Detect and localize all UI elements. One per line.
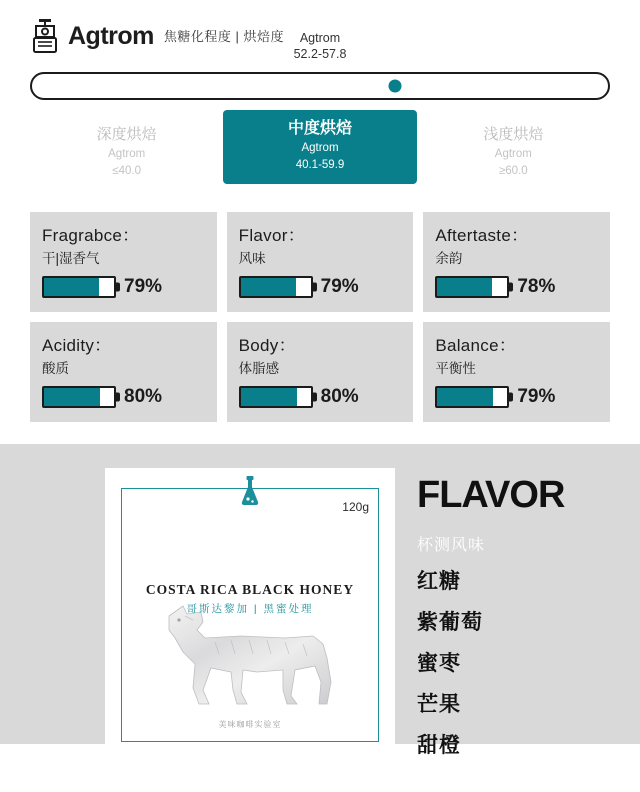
battery-meter-icon [239, 386, 313, 408]
attribute-meter-row [239, 276, 402, 298]
roast-level-name: 中度烘焙 [287, 120, 352, 137]
package-footer: 美味咖啡实验室 [218, 720, 282, 729]
battery-meter-icon [435, 276, 509, 298]
flavor-panel [395, 444, 640, 792]
roast-level-brand: Agtrom [494, 148, 532, 160]
attribute-meter-row [42, 276, 205, 298]
battery-meter-icon [42, 386, 116, 408]
roast-level-row [30, 110, 610, 184]
flavor-item: 红糖 [417, 570, 461, 593]
package-weight: 120g [342, 500, 369, 514]
roast-level-medium[interactable] [223, 110, 416, 184]
attribute-card-aftertaste [423, 212, 610, 312]
slider-knob[interactable] [388, 80, 401, 93]
flavor-subtitle: 杯测风味 [417, 537, 486, 554]
brand-name: Agtrom [68, 21, 154, 50]
package-subtitle: 哥斯达黎加 | 黑蜜处理 [186, 603, 314, 615]
attribute-card-acidity [30, 322, 217, 422]
roast-level-name: 深度烘焙 [96, 126, 157, 143]
attribute-meter-row [435, 386, 598, 408]
attribute-percent: 80% [320, 386, 359, 407]
flavor-item: 芒果 [417, 693, 461, 716]
attribute-label-cn: 风味 [238, 251, 266, 266]
attribute-label-cn: 体脂感 [238, 361, 280, 376]
roast-level-value: 40.1-59.9 [295, 159, 345, 171]
flavor-item: 蜜枣 [417, 652, 461, 675]
flavor-list [417, 561, 640, 766]
attribute-card-fragrance [30, 212, 217, 312]
flavor-item: 紫葡萄 [417, 611, 483, 634]
attribute-meter-row [239, 386, 402, 408]
slider-caption-title: Agtrom [299, 31, 341, 45]
slider-track[interactable] [30, 72, 610, 100]
attribute-meter-row [42, 386, 205, 408]
package-title: COSTA RICA BLACK HONEY [145, 582, 355, 597]
attribute-label-en: Flavor： [238, 226, 305, 245]
battery-meter-icon [435, 386, 509, 408]
battery-meter-icon [239, 276, 313, 298]
attribute-label-cn: 酸质 [42, 361, 69, 376]
roast-level-dark[interactable] [30, 110, 223, 184]
roast-level-brand: Agtrom [301, 142, 339, 154]
attribute-percent: 79% [124, 276, 163, 297]
attribute-cards [30, 212, 610, 422]
attribute-label-en: Aftertaste： [435, 226, 529, 245]
attribute-label-en: Balance： [435, 336, 517, 355]
roast-level-name: 浅度烘焙 [483, 126, 544, 143]
attribute-label-cn: 平衡性 [435, 361, 476, 376]
attribute-card-body [227, 322, 414, 422]
slider-caption [30, 30, 610, 62]
package-card [105, 468, 395, 758]
roast-level-brand: Agtrom [108, 148, 146, 160]
roast-level-value: ≤40.0 [112, 165, 142, 177]
attribute-label-en: Body： [238, 336, 296, 355]
attribute-label-en: Acidity： [42, 336, 112, 355]
flavor-item: 甜橙 [417, 734, 461, 757]
attribute-percent: 78% [517, 276, 556, 297]
battery-meter-icon [42, 276, 116, 298]
roast-level-light[interactable] [417, 110, 610, 184]
attribute-label-en: Fragrabce： [42, 226, 140, 245]
attribute-label-cn: 余韵 [435, 251, 463, 266]
attribute-percent: 79% [320, 276, 359, 297]
attribute-label-cn: 干|湿香气 [42, 251, 100, 266]
attribute-percent: 80% [124, 386, 163, 407]
attribute-card-balance [423, 322, 610, 422]
attribute-percent: 79% [517, 386, 556, 407]
product-section [0, 444, 640, 792]
flavor-title: FLAVOR [417, 474, 565, 516]
attribute-card-flavor [227, 212, 414, 312]
header-subtitle: 焦糖化程度 | 烘焙度 [163, 28, 284, 44]
roast-level-value: ≥60.0 [498, 165, 528, 177]
attribute-meter-row [435, 276, 598, 298]
slider-caption-range: 52.2-57.8 [293, 47, 347, 61]
